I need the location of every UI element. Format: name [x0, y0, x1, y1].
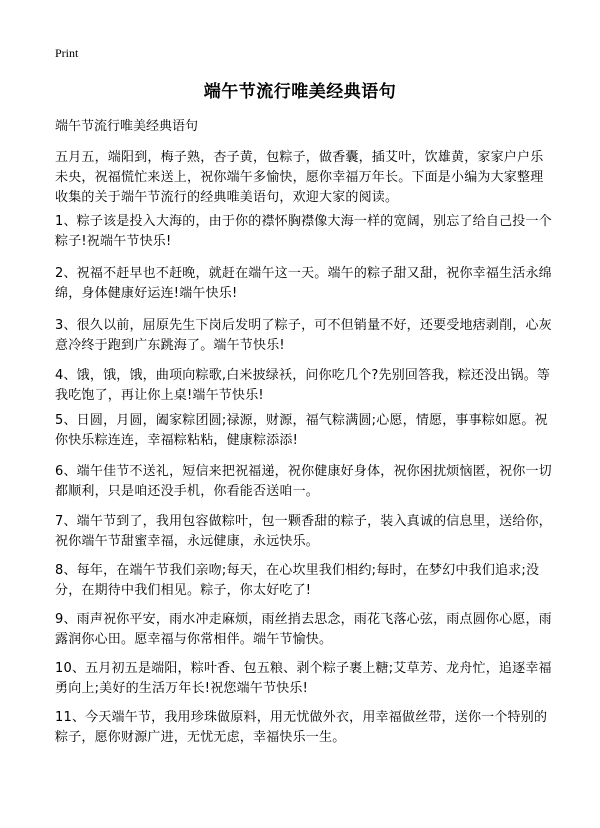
- print-link[interactable]: Print: [55, 46, 79, 60]
- list-item: 3、很久以前，屈原先生下岗后发明了粽子，可不但销量不好，还要受地痞剥削，心灰意冷终于跑到广东跳海了。端午节快乐!: [55, 318, 552, 353]
- list-item: 2、祝福不赶早也不赶晚，就赶在端午这一天。端午的粽子甜又甜，祝你幸福生活永绵绵，身体健康好运连!端午快乐!: [55, 266, 552, 301]
- list-item: 10、五月初五是端阳，粽叶香、包五粮、剥个粽子裹上糖;艾草芳、龙舟忙，追逐幸福勇向上;美好的生活万年长!祝您端午节快乐!: [55, 661, 552, 696]
- list-item: 6、端午佳节不送礼，短信来把祝福递，祝你健康好身体，祝你困扰烦恼匿，祝你一切都顺利，只是咱还没手机，你看能否送咱一。: [55, 464, 552, 499]
- list-item: 4、饿，饿，饿，曲项向粽歌,白米披绿袄，问你吃几个?先别回答我，粽还没出锅。等我吃饱了，再让你上桌!端午节快乐!: [55, 368, 551, 403]
- list-item: 5、日圆，月圆，阖家粽团圆;禄源，财源，福气粽满圆;心愿，情愿，事事粽如愿。祝你快乐粽连连，幸福粽粘粘，健康粽添添!: [55, 413, 548, 448]
- page-title: 端午节流行唯美经典语句: [203, 82, 397, 102]
- list-item: 7、端午节到了，我用包容做粽叶，包一颗香甜的粽子，装入真诚的信息里，送给你，祝你端午节甜蜜幸福，永远健康，永远快乐。: [55, 514, 552, 549]
- list-item: 11、今天端午节，我用珍珠做原料，用无忧做外衣，用幸福做丝带，送你一个特别的粽子，愿你财源广进，无忧无虑，幸福快乐一生。: [55, 710, 548, 745]
- document-subtitle: 端午节流行唯美经典语句: [55, 119, 199, 134]
- list-item: 1、粽子该是投入大海的，由于你的襟怀胸襟像大海一样的宽阔，别忘了给自己投一个粽子!祝端午节快乐!: [55, 214, 552, 249]
- list-item: 9、雨声祝你平安，雨水冲走麻烦，雨丝捎去思念，雨花飞落心弦，雨点圆你心愿，雨露润你心田。愿幸福与你常相伴。端午节愉快。: [55, 612, 552, 647]
- list-item: 8、每年，在端午节我们亲吻;每天，在心坎里我们相约;每时，在梦幻中我们追求;没分，在期待中我们相见。粽子，你太好吃了!: [55, 563, 540, 598]
- intro-paragraph: 五月五，端阳到，梅子熟，杏子黄，包粽子，做香囊，插艾叶，饮雄黄，家家户户乐未央，祝福慌忙来送上，祝你端午多愉快，愿你幸福万年长。下面是小编为大家整理收集的关于端午节流行的经典唯美语句，欢迎大家的阅读。: [55, 150, 544, 205]
